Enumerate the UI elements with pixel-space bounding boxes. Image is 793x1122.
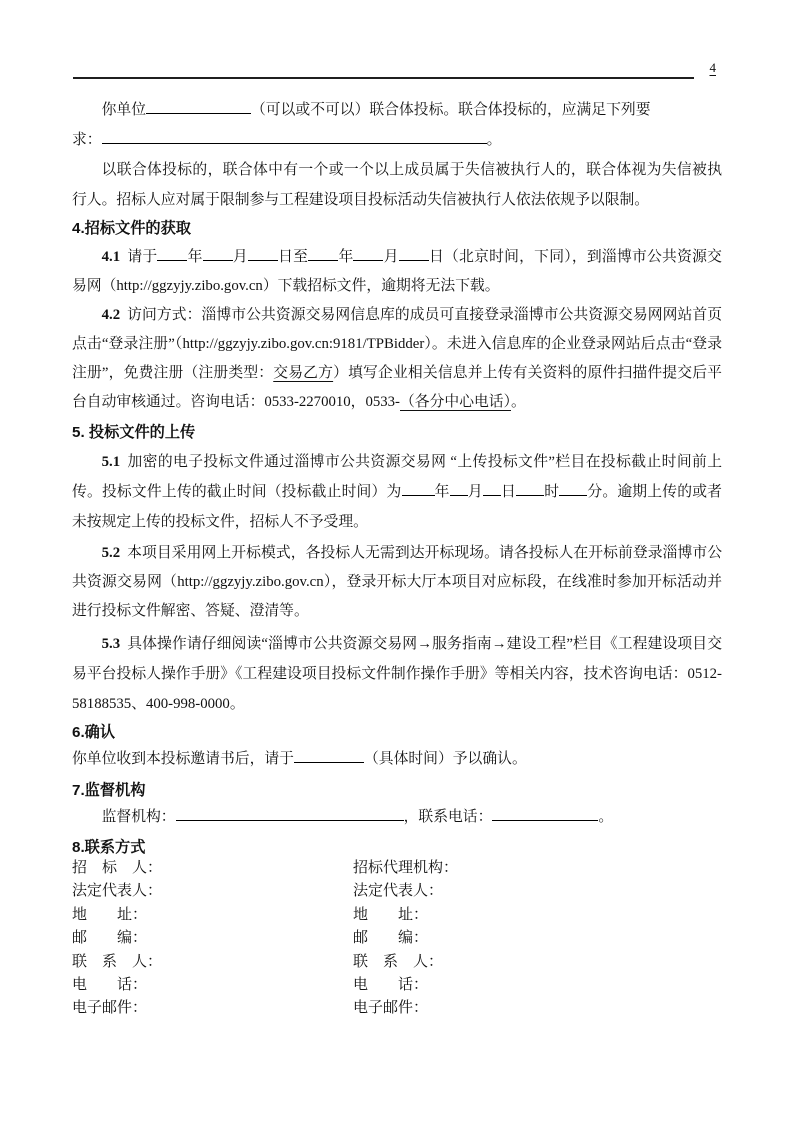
contact-label-legal-rep: 法定代表人：	[72, 883, 163, 900]
text: 分。逾期上传的或者未按规定上传的投标文件，招标人不予受理。	[72, 484, 722, 530]
contact-label-address: 地 址：	[72, 906, 148, 923]
fill-in-blank	[102, 128, 487, 144]
text: 。	[510, 394, 526, 410]
text: ）填写企业相关信息并上传有关资料的原件扫描件提交后平台自动审核通过。咨询电话：0533-2270010，0533-	[72, 365, 722, 410]
text: 本项目采用网上开标模式，各投标人无需到达开标现场。请各投标人在开标前登录淄博市公共资源交易网（http://ggzyjy.zibo.gov.cn），登录开标大厅本项目对应标段，在线准时参加开标活动并进行投标文件解密、答疑、澄清等。	[72, 545, 722, 619]
fill-in-blank-day	[399, 245, 429, 261]
text: 你单位	[101, 102, 146, 118]
text: 你单位收到本投标邀请书后，请于	[72, 751, 294, 767]
text: 时	[544, 484, 560, 500]
paragraph-4-2	[72, 301, 722, 417]
fill-in-blank-agency	[176, 805, 404, 821]
fill-in-blank	[146, 98, 251, 114]
fill-in-blank-day	[483, 480, 501, 496]
text: 年	[338, 249, 354, 265]
document-body	[72, 95, 722, 1021]
contact-label-legal-rep: 法定代表人：	[353, 883, 444, 900]
fill-in-blank-minute	[559, 480, 587, 496]
text: 月	[383, 249, 399, 265]
text: 求：	[72, 132, 102, 148]
clause-number: 5.2	[101, 545, 121, 561]
text: （可以或不可以）联合体投标。联合体投标的，应满足下列要	[251, 102, 651, 118]
paragraph-joint-bid-line2	[72, 125, 722, 155]
section-heading-7: 7.监督机构	[72, 782, 146, 799]
page-header	[73, 0, 722, 79]
paragraph-5-1	[72, 447, 722, 537]
text: 月	[467, 484, 483, 500]
fill-in-blank-time	[294, 747, 364, 763]
paragraph-5-3	[72, 629, 722, 719]
paragraph-dishonest-executee: 以联合体投标的，联合体中有一个或一个以上成员属于失信被执行人的，联合体视为失信被执行人。招标人应对属于限制参与工程建设项目投标活动失信被执行人依法依规予以限制。	[72, 162, 722, 208]
paragraph-5-2	[72, 539, 722, 626]
text: 监督机构：	[101, 809, 176, 825]
section-heading-6: 6.确认	[72, 724, 116, 741]
paragraph-confirmation	[72, 746, 722, 773]
clause-number: 4.2	[101, 307, 121, 323]
text: 年	[434, 484, 450, 500]
contact-label-email: 电子邮件：	[72, 1000, 148, 1017]
text: ，联系电话：	[403, 809, 493, 825]
header-rule	[73, 58, 694, 79]
text: 年	[187, 249, 203, 265]
contact-label-email: 电子邮件：	[353, 1000, 429, 1017]
text: 加密的电子投标文件通过淄博市公共资源交易网 “上传投标文件”栏目在投标截止时间前上传。投标文件上传的截止时间（投标截止时间）为	[72, 454, 722, 500]
contact-label-postcode: 邮 编：	[353, 930, 429, 947]
page-number: 4	[709, 60, 716, 75]
fill-in-blank-year	[308, 245, 338, 261]
text: 。	[486, 132, 502, 148]
fill-in-blank-month	[450, 480, 468, 496]
paragraph-supervision	[72, 804, 722, 831]
fill-in-blank-year	[157, 245, 187, 261]
text: 访问方式：淄博市公共资源交易网信息库的成员可直接登录淄博市公共资源交易网网站首页点击“登录注册”（http://ggzyjy.zibo.gov.cn:9181/TPBidder）。未进入信息库的企业登录网站后点击“登录注册”，免费注册（注册类型：	[72, 307, 722, 381]
section-heading-5: 5. 投标文件的上传	[72, 424, 196, 441]
fill-in-blank-month	[203, 245, 233, 261]
contact-label-contact-person: 联 系 人：	[72, 953, 163, 970]
clause-number: 4.1	[101, 249, 121, 265]
fill-in-blank-year	[402, 480, 435, 496]
clause-number: 5.3	[101, 636, 121, 652]
text: 请于	[127, 249, 158, 265]
section-heading-8: 8.联系方式	[72, 839, 146, 856]
contact-table	[72, 857, 722, 1021]
paragraph-4-1	[72, 243, 722, 301]
contact-label-agency: 招标代理机构：	[353, 860, 459, 876]
contact-label-postcode: 邮 编：	[72, 930, 148, 947]
fill-in-blank-month	[353, 245, 383, 261]
contact-label-address: 地 址：	[353, 906, 429, 923]
section-heading-4: 4.招标文件的获取	[72, 220, 191, 237]
paragraph-joint-bid-line1	[72, 95, 722, 125]
underlined-branch-phone: （各分中心电话）	[400, 394, 511, 410]
text: 日	[500, 484, 517, 500]
underlined-registration-type: 交易乙方	[273, 365, 334, 381]
text: 具体操作请仔细阅读“淄博市公共资源交易网→服务指南→建设工程”栏目《工程建设项目交易平台投标人操作手册》《工程建设项目投标文件制作操作手册》等相关内容，技术咨询电话：0512-58188535、400-998-0000。	[72, 636, 722, 712]
contact-label-phone: 电 话：	[353, 977, 429, 994]
contact-label-contact-person: 联 系 人：	[353, 953, 444, 970]
text: 月	[232, 249, 248, 265]
fill-in-blank-phone	[492, 805, 598, 821]
text: 日（北京时间，下同），到淄博市公共资源交易网（http://ggzyjy.zibo.gov.cn）下载招标文件，逾期将无法下载。	[72, 249, 722, 294]
text: （具体时间）予以确认。	[363, 751, 527, 767]
fill-in-blank-hour	[516, 480, 544, 496]
contact-label-phone: 电 话：	[72, 977, 148, 994]
text: 日至	[277, 249, 309, 265]
text: 。	[598, 809, 614, 825]
fill-in-blank-day	[248, 245, 278, 261]
clause-number: 5.1	[101, 454, 121, 470]
contact-label-tenderer: 招 标 人：	[72, 860, 163, 876]
